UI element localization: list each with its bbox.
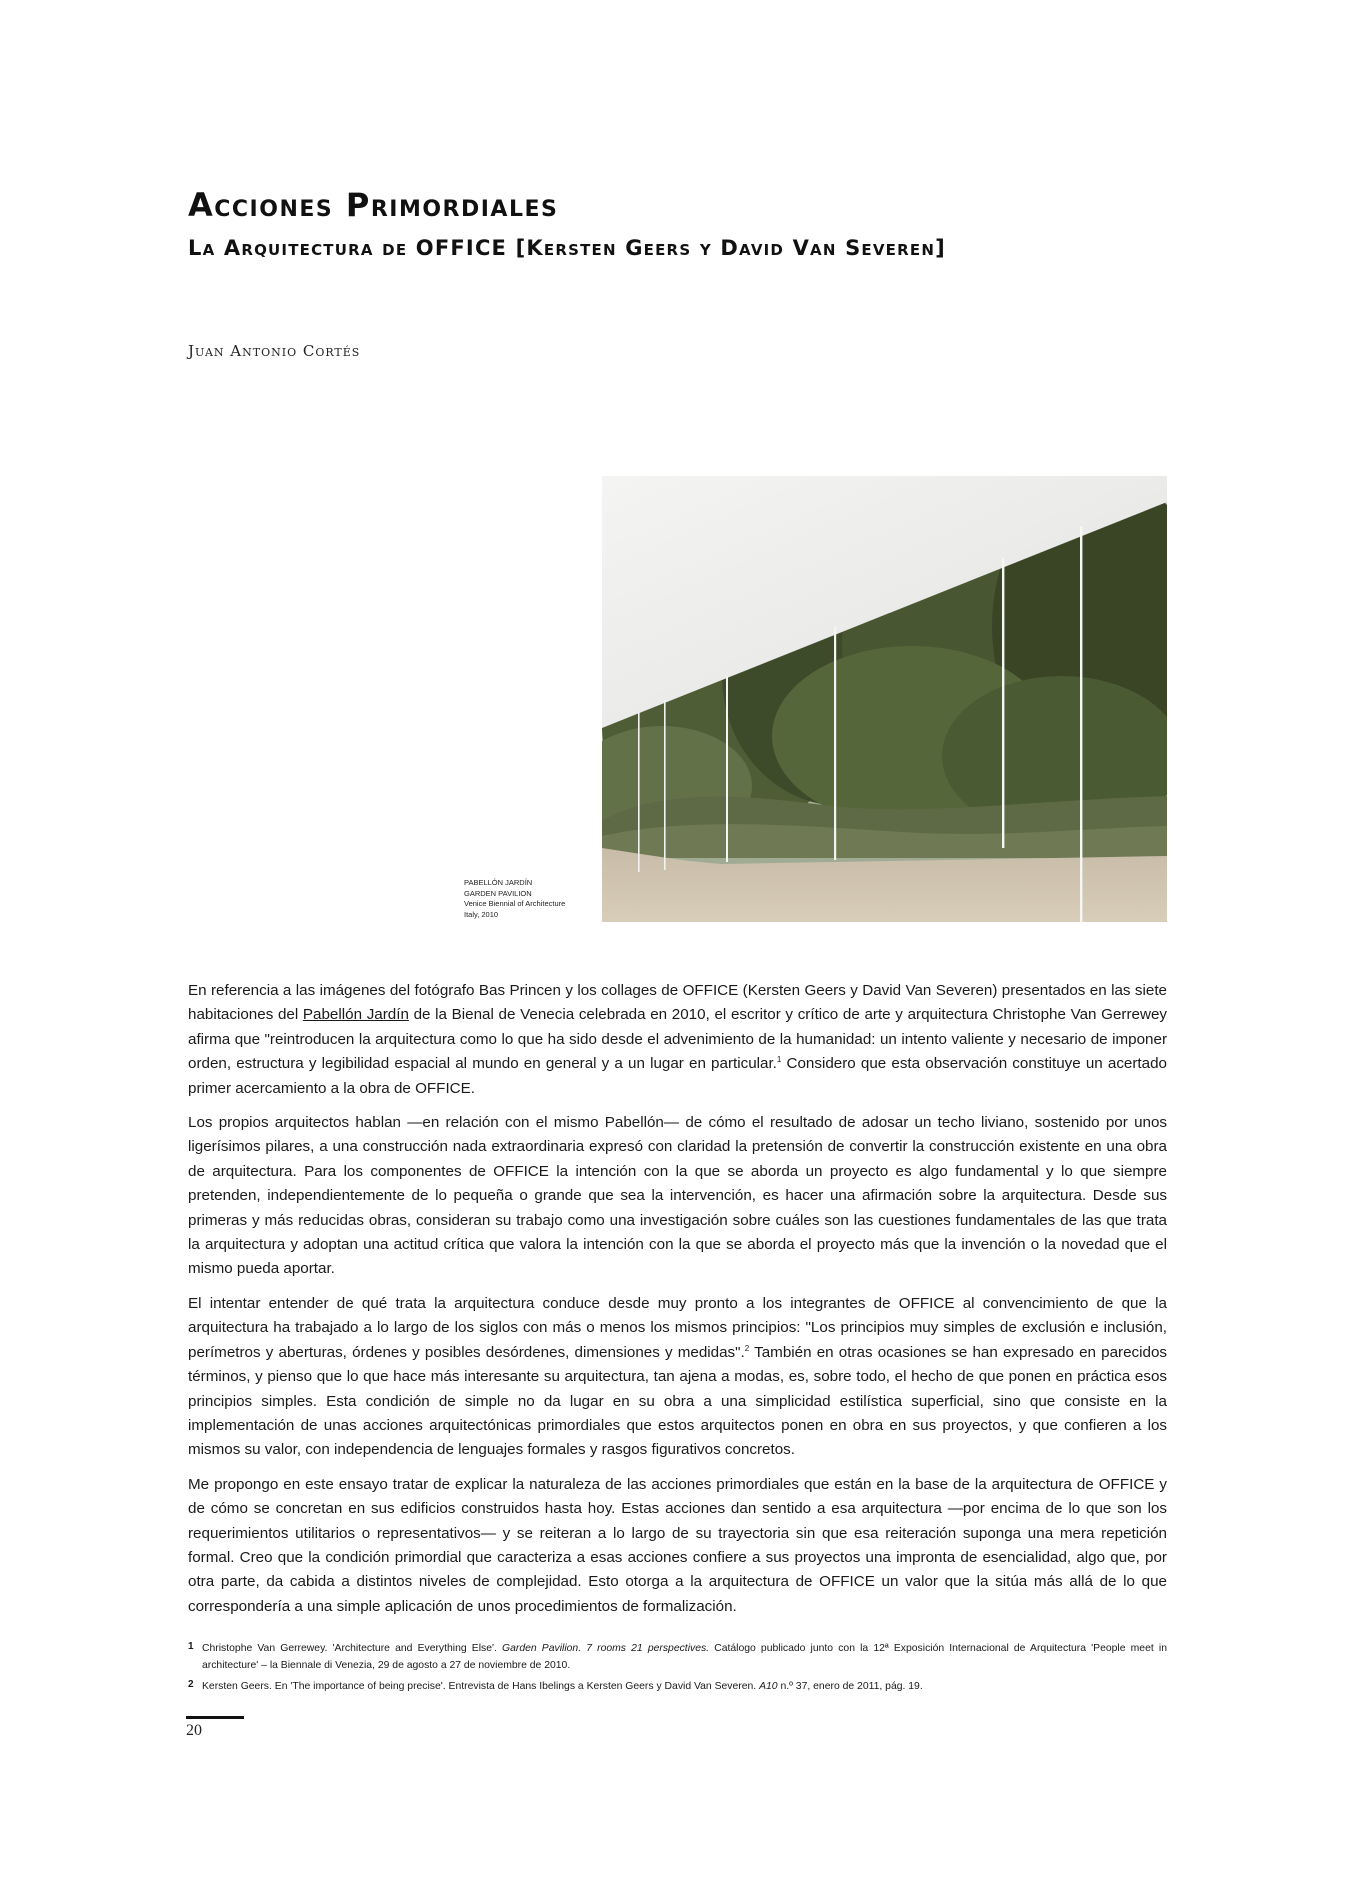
footnote-title: Garden Pavilion. 7 rooms 21 perspectives. <box>502 1643 710 1654</box>
page-number: 20 <box>186 1722 202 1739</box>
page-number-rule <box>186 1716 244 1719</box>
footnotes <box>188 1640 1167 1699</box>
paragraph-text: También en otras ocasiones se han expresado en parecidos términos, y pienso que lo que hace más interesante su arquitectura, tan ajena a modas, es, sobre todo, el hecho de que ponen en práctica esos principios simples. Esta condición de simple no da lugar en su obra a una simplicidad estilística superficial, sino que consiste en la implementación de unas acciones arquitectónicas primordiales que estos arquitectos ponen en obra en sus proyectos, y que confieren a los mismos su valor, con independencia de lenguajes formales y rasgos figurativos concretos. <box>188 1343 1167 1459</box>
body-paragraph: Los propios arquitectos hablan —en relación con el mismo Pabellón— de cómo el resultado de adosar un techo liviano, sostenido por unos ligerísimos pilares, a una construcción nada extraordinaria expresó con claridad la pretensión de convertir la construcción existente en una obra de arquitectura. Para los componentes de OFFICE la intención con la que se aborda un proyecto es algo fundamental y lo que siempre pretenden, independientemente de lo pequeña o grande que sea la intervención, es hacer una afirmación sobre la arquitectura. Desde sus primeras y más reducidas obras, consideran su trabajo como una investigación sobre cuáles son las cuestiones fundamentales de las que trata la arquitectura y adoptan una actitud crítica que valora la intención con la que se aborda el proyecto más que la invención o la novedad que el mismo pueda aportar. <box>188 1114 1167 1278</box>
caption-line: GARDEN PAVILION <box>464 888 532 898</box>
body-paragraph <box>188 1292 1167 1463</box>
body-paragraph: Me propongo en este ensayo tratar de explicar la naturaleza de las acciones primordiales que están en la base de la arquitectura de OFFICE y de cómo se concretan en sus edificios construidos hasta hoy. Estas acciones dan sentido a esa arquitectura —por encima de lo que son los requerimientos utilitarios o representativos— y se reiteran a lo largo de su trayectoria sin que esa reiteración suponga una mera repetición formal. Creo que la condición primordial que caracteriza a esas acciones confiere a sus proyectos una impronta de esencialidad, algo que, por otra parte, da cabida a distintos niveles de complejidad. Esto otorga a la arquitectura de OFFICE un valor que la sitúa más allá de lo que correspondería a una simple aplicación de unos procedimientos de formalización. <box>188 1475 1167 1615</box>
pavilion-link[interactable]: Pabellón Jardín <box>302 1006 409 1024</box>
article-body <box>188 979 1167 1629</box>
footnote-number: 2 <box>188 1679 194 1690</box>
figure-caption <box>464 878 584 920</box>
footnote-number: 1 <box>188 1641 194 1652</box>
paragraph-text: Considero que esta observación constituye un acertado primer acercamiento a la obra de OFFICE. <box>188 1055 1167 1097</box>
paragraph-text: El intentar entender de qué trata la arquitectura conduce desde muy pronto a los integrantes de OFFICE al convencimiento de que la arquitectura ha trabajado a lo largo de los siglos con más o menos los mismos principios: "Los principios muy simples de exclusión e inclusión, perímetros y aberturas, órdenes y posibles desórdenes, dimensiones y medidas". <box>188 1294 1167 1361</box>
footnote-text: n.º 37, enero de 2011, pág. 19. <box>777 1681 923 1692</box>
paragraph-text: de la Bienal de Venecia celebrada en 2010, el escritor y crítico de arte y arquitectura Christophe Van Gerrewey afirma que "reintroducen la arquitectura como lo que ha sido desde el advenimiento de la humanidad: un intento valiente y necesario de imponer orden, estructura y legibilidad espacial al mundo en general y a un lugar en particular. <box>188 1006 1167 1073</box>
caption-line: Italy, 2010 <box>464 909 499 919</box>
footnote-ref[interactable]: 1 <box>776 1055 782 1065</box>
footnote-ref[interactable]: 2 <box>744 1343 750 1353</box>
garden-pavilion-photo <box>602 476 1167 922</box>
footnote <box>188 1640 1167 1674</box>
footnote-title: A10 <box>759 1681 778 1692</box>
footnote-text: Christophe Van Gerrewey. 'Architecture and Everything Else'. <box>202 1643 503 1654</box>
paragraph-text: En referencia a las imágenes del fotógrafo Bas Princen y los collages de OFFICE (Kersten Geers y David Van Severen) presentados en las siete habitaciones del <box>188 982 1167 1024</box>
article-subtitle: La Arquitectura de OFFICE [Kersten Geers y David Van Severen] <box>188 236 946 260</box>
footnote <box>188 1678 1167 1695</box>
caption-line: PABELLÓN JARDÍN <box>464 878 533 887</box>
author-name: Juan Antonio Cortés <box>188 342 361 360</box>
caption-line: Venice Biennial of Architecture <box>464 899 566 908</box>
article-title: Acciones Primordiales <box>188 186 559 224</box>
footnote-text: Catálogo publicado junto con la 12ª Exposición Internacional de Arquitectura 'People meet in architecture' – la Biennale di Venezia, 29 de agosto a 27 de noviembre de 2010. <box>202 1643 1167 1671</box>
body-paragraph <box>188 979 1167 1101</box>
footnote-text: Kersten Geers. En 'The importance of being precise'. Entrevista de Hans Ibelings a Kersten Geers y David Van Severen. <box>202 1681 760 1692</box>
